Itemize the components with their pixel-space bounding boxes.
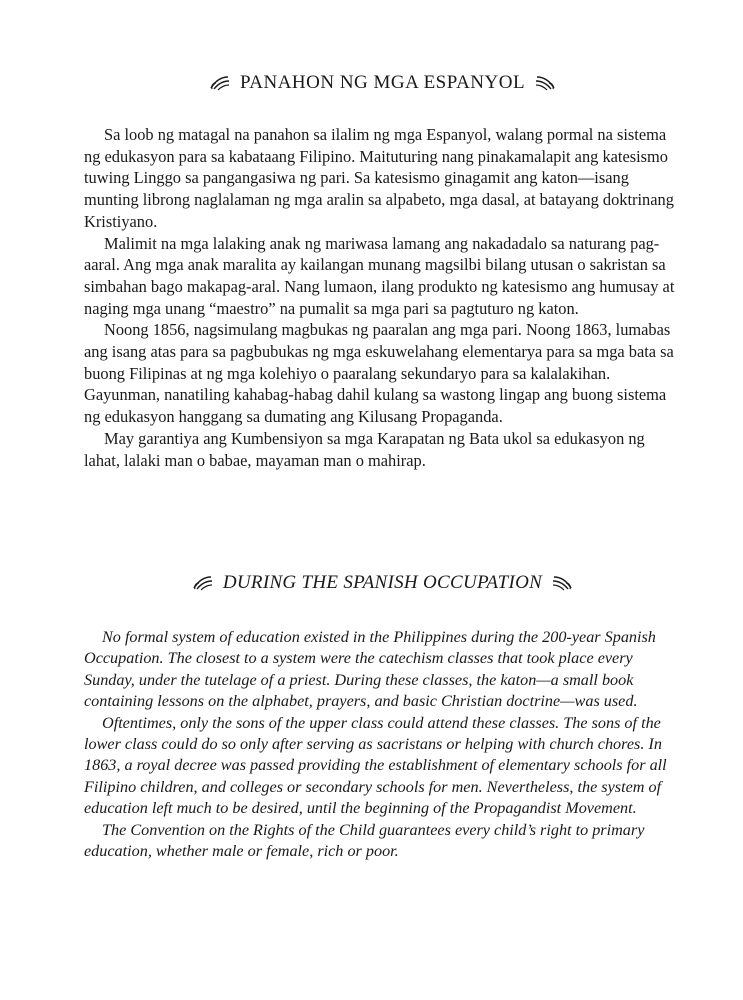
paragraph-en-2: Oftentimes, only the sons of the upper class could attend these classes. The sons of the lower class could do so only after serving as sacristans or helping with church chores. In 1863, a royal decree was passed providing the establishment of elementary schools for all Filipino children, and colleges or secondary schools for men. Nevertheless, the system of education left much to be desired, until the beginning of the Propagandist Movement.	[84, 713, 667, 818]
left-flourish-icon	[208, 74, 230, 92]
paragraph-fil-1: Sa loob ng matagal na panahon sa ilalim ng mga Espanyol, walang pormal na sistema ng edukasyon para sa kabataang Filipino. Maituturing nang pinakamalapit ang katesismo tuwing Linggo sa pangangasiwa ng pari. Sa katesismo ginagamit ang katon—isang munting librong naglalaman ng mga aralin sa alpabeto, mga dasal, at batayang doktrinang Kristiyano.	[84, 125, 674, 231]
body-english	[84, 627, 684, 862]
heading-english	[22, 572, 743, 594]
section-english	[0, 572, 743, 861]
right-flourish-icon	[552, 574, 574, 592]
paragraph-en-1: No formal system of education existed in the Philippines during the 200-year Spanish Occupation. The closest to a system were the catechism classes that took place every Sunday, under the tutelage of a priest. During these classes, the katon—a small book containing lessons on the alphabet, prayers, and basic Christian doctrine—was used.	[84, 628, 656, 711]
paragraph-fil-2: Malimit na mga lalaking anak ng mariwasa lamang ang nakadadalo sa naturang pag-aaral. Ang mga anak maralita ay kailangan munang magsilbi bilang utusan o sakristan sa simbahan bago makapag-aral. Nang lumaon, ilang produkto ng katesismo ang humusay at naging mga unang “maestro” na pumalit sa mga pari sa pagtuturo ng katon.	[84, 233, 675, 318]
paragraph-en-3: The Convention on the Rights of the Child guarantees every child’s right to primary education, whether male or female, rich or poor.	[84, 820, 645, 861]
heading-text: DURING THE SPANISH OCCUPATION	[222, 572, 543, 593]
heading-filipino	[22, 72, 743, 94]
paragraph-fil-3: Noong 1856, nagsimulang magbukas ng paaralan ang mga pari. Noong 1863, lumabas ang isang atas para sa pagbubukas ng mga eskuwelahang elementarya para sa mga bata sa buong Filipinas at ng mga kolehiyo o paaralang sekundaryo para sa kalalakihan. Gayunman, nanatiling kahabag-habag dahil kulang sa wastong lingap ang buong sistema ng edukasyon hanggang sa dumating ang Kilusang Propaganda.	[84, 320, 674, 427]
body-filipino	[84, 124, 684, 471]
right-flourish-icon	[535, 74, 557, 92]
paragraph-fil-4: May garantiya ang Kumbensiyon sa mga Karapatan ng Bata ukol sa edukasyon ng lahat, lalaki man o babae, mayaman man o mahirap.	[84, 428, 645, 470]
heading-text: PANAHON NG MGA ESPANYOL	[239, 72, 526, 93]
section-filipino	[0, 72, 743, 470]
left-flourish-icon	[191, 574, 213, 592]
